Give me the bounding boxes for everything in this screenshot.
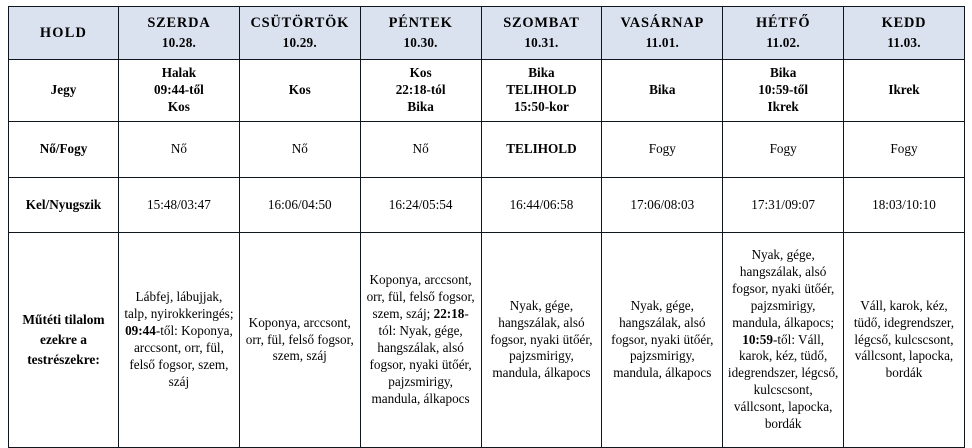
jegy-cell-3 <box>481 60 602 122</box>
nofogy-cell-3: TELIHOLD <box>481 122 602 178</box>
header-day-3 <box>481 7 602 60</box>
header-day-0-name: SZERDA <box>147 15 211 32</box>
tilalom-cell-5-time-suffix: -től: <box>773 331 795 347</box>
jegy-cell-4-line1: Bika <box>649 82 676 98</box>
tilalom-cell-5 <box>723 233 844 448</box>
header-day-3-name: SZOMBAT <box>503 15 580 32</box>
header-day-4-date: 11.01. <box>645 34 680 50</box>
header-day-5 <box>723 7 844 60</box>
header-day-5-name: HÉTFŐ <box>755 15 811 32</box>
kel-cell-1: 16:06/04:50 <box>239 178 360 233</box>
tilalom-cell-0-part2: Koponya, arccsont, orr, fül, felső fogsor, szem, száj <box>129 323 233 389</box>
header-day-5-date: 11.02. <box>766 34 800 50</box>
jegy-cell-6 <box>844 60 965 122</box>
tilalom-cell-1-part1: Koponya, arccsont, orr, fül, felső fogsor, szem, száj <box>245 314 354 364</box>
nofogy-cell-4: Fogy <box>602 122 723 178</box>
header-day-6 <box>844 7 965 60</box>
kel-cell-4: 17:06/08:03 <box>602 178 723 233</box>
moon-calendar-container <box>8 6 964 431</box>
header-day-2-date: 10.30. <box>403 34 438 50</box>
moon-calendar-table <box>8 6 965 448</box>
tilalom-cell-0 <box>119 233 240 448</box>
rowlabel-tilalom-line1: Műtéti tilalom <box>22 311 105 327</box>
jegy-cell-0 <box>119 60 240 122</box>
nofogy-cell-5: Fogy <box>723 122 844 178</box>
tilalom-cell-1 <box>239 233 360 448</box>
tilalom-cell-3 <box>481 233 602 448</box>
tilalom-cell-6-part1: Váll, karok, kéz, tüdő, idegrendszer, légcső, kulcscsont, vállcsont, lapocka, bordák <box>853 297 955 381</box>
header-day-1-name: CSÜTÖRTÖK <box>250 15 350 32</box>
kel-cell-3: 16:44/06:58 <box>481 178 602 233</box>
tilalom-cell-4-part1: Nyak, gége, hangszálak, alsó fogsor, nyaki ütőér, pajzsmirigy, mandula, álkapocs <box>611 297 714 381</box>
tilalom-cell-2-part1: Koponya, arccsont, orr, fül, felső fogsor, szem, száj; <box>366 272 475 322</box>
jegy-cell-2-line1: Kos <box>409 65 432 81</box>
nofogy-cell-1: Nő <box>239 122 360 178</box>
kel-cell-6: 18:03/10:10 <box>844 178 965 233</box>
nofogy-cell-0: Nő <box>119 122 240 178</box>
rowlabel-nofogy: Nő/Fogy <box>9 122 119 178</box>
nofogy-cell-2: Nő <box>360 122 481 178</box>
kel-cell-5: 17:31/09:07 <box>723 178 844 233</box>
tilalom-cell-5-time: 10:59 <box>742 331 773 347</box>
table-row-nofogy <box>9 122 965 178</box>
jegy-cell-2-line3: Bika <box>407 98 434 114</box>
header-day-2-name: PÉNTEK <box>388 15 453 32</box>
jegy-cell-0-line1: Halak <box>161 65 197 81</box>
jegy-cell-1 <box>239 60 360 122</box>
tilalom-cell-3-part1: Nyak, gége, hangszálak, alsó fogsor, nyaki ütőér, pajzsmirigy, mandula, álkapocs <box>490 297 593 381</box>
header-day-1 <box>239 7 360 60</box>
jegy-cell-4 <box>602 60 723 122</box>
jegy-cell-2-line2: 22:18-tól <box>395 82 446 98</box>
tilalom-cell-2-time: 22:18 <box>433 306 465 322</box>
header-day-6-date: 11.03. <box>887 34 921 50</box>
header-day-4 <box>602 7 723 60</box>
jegy-cell-3-line2: TELIHOLD <box>506 82 577 98</box>
table-row-kel-nyugszik <box>9 178 965 233</box>
rowlabel-jegy: Jegy <box>9 60 119 122</box>
tilalom-cell-2-part2: Nyak, gége, hangszálak, alsó fogsor, nyaki ütőér, pajzsmirigy, mandula, álkapocs <box>369 323 472 406</box>
jegy-cell-3-line1: Bika <box>528 65 555 81</box>
jegy-cell-5-line3: Ikrek <box>767 98 799 114</box>
jegy-cell-1-line1: Kos <box>288 82 311 98</box>
tilalom-cell-0-part1: Lábfej, lábujjak, talp, nyirokkeringés; <box>124 289 234 322</box>
jegy-cell-6-line1: Ikrek <box>888 82 920 98</box>
tilalom-cell-0-time-suffix: -től: <box>155 323 178 339</box>
rowlabel-tilalom <box>9 233 119 448</box>
tilalom-cell-5-part2: Váll, karok, kéz, tüdő, idegrendszer, légcső, kulcscsont, vállcsont, lapocka, bordák <box>727 331 839 431</box>
tilalom-cell-4 <box>602 233 723 448</box>
header-day-0-date: 10.28. <box>161 34 196 50</box>
kel-cell-2: 16:24/05:54 <box>360 178 481 233</box>
header-hold-label: HOLD <box>9 7 119 60</box>
jegy-cell-5-line1: Bika <box>769 65 797 81</box>
kel-cell-0: 15:48/03:47 <box>119 178 240 233</box>
jegy-cell-2 <box>360 60 481 122</box>
tilalom-cell-2 <box>360 233 481 448</box>
rowlabel-kel-nyugszik: Kel/Nyugszik <box>9 178 119 233</box>
tilalom-cell-0-time: 09:44 <box>125 323 156 339</box>
rowlabel-tilalom-line3: testrészekre: <box>27 352 100 368</box>
jegy-cell-0-line2: 09:44-től <box>154 82 204 98</box>
tilalom-cell-6 <box>844 233 965 448</box>
jegy-cell-5-line2: 10:59-től <box>758 82 809 98</box>
tilalom-cell-2-time-suffix: -tól: <box>378 306 469 339</box>
header-day-4-name: VASÁRNAP <box>620 15 705 32</box>
header-day-3-date: 10.31. <box>524 34 559 50</box>
header-day-2 <box>360 7 481 60</box>
header-day-1-date: 10.29. <box>282 34 317 50</box>
table-row-jegy <box>9 60 965 122</box>
table-row-tilalom <box>9 233 965 448</box>
jegy-cell-0-line3: Kos <box>167 98 190 114</box>
nofogy-cell-6: Fogy <box>844 122 965 178</box>
rowlabel-tilalom-line2: ezekre a <box>40 331 87 347</box>
header-day-6-name: KEDD <box>881 15 927 32</box>
header-day-0 <box>119 7 240 60</box>
table-header-row <box>9 7 965 60</box>
jegy-cell-5 <box>723 60 844 122</box>
jegy-cell-3-line3: 15:50-kor <box>513 98 569 114</box>
tilalom-cell-5-part1: Nyak, gége, hangszálak, alsó fogsor, nyaki ütőér, pajzsmirigy, mandula, álkapocs; <box>732 247 835 330</box>
